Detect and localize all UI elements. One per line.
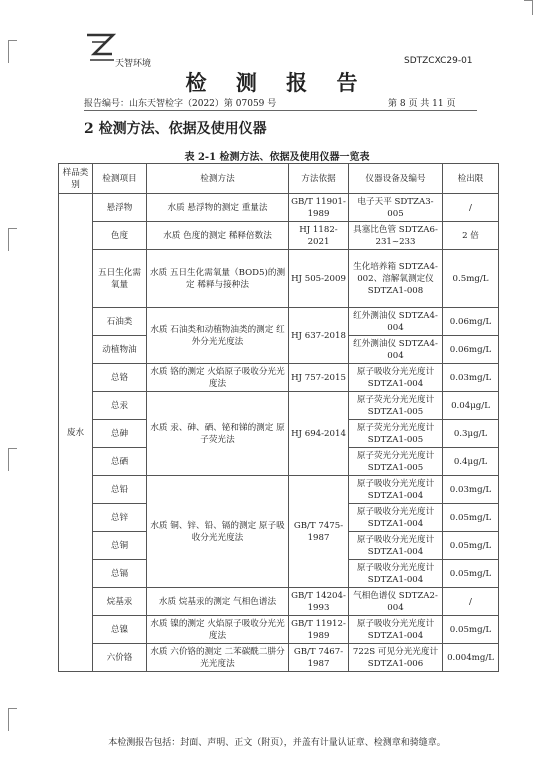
item-cell: 色度 xyxy=(93,222,147,250)
table-row xyxy=(59,588,499,616)
table-row xyxy=(59,364,499,392)
instrument-cell: 具塞比色管 SDTZA6-231~233 xyxy=(349,222,443,250)
binding-mark xyxy=(524,0,533,15)
limit-cell: 0.05mg/L xyxy=(443,560,499,588)
item-cell: 六价铬 xyxy=(93,644,147,672)
limit-cell: 2 倍 xyxy=(443,222,499,250)
table-row xyxy=(59,476,499,504)
instrument-cell: 生化培养箱 SDTZA4-002、溶解氧测定仪 SDTZA1-008 xyxy=(349,250,443,308)
instrument-cell: 原子荧光分光光度计 SDTZA1-005 xyxy=(349,392,443,420)
instrument-cell: 红外测油仪 SDTZA4-004 xyxy=(349,336,443,364)
method-cell: 水质 铬的测定 火焰原子吸收分光光度法 xyxy=(147,364,289,392)
header-rule xyxy=(84,110,477,111)
header-cell: 检测项目 xyxy=(93,164,147,194)
binding-mark xyxy=(8,40,17,63)
table-row xyxy=(59,222,499,250)
item-cell: 总铅 xyxy=(93,476,147,504)
report-title: 检 测 报 告 xyxy=(185,70,369,95)
item-cell: 五日生化需氧量 xyxy=(93,250,147,308)
table-header-row xyxy=(59,164,499,194)
method-cell: 水质 六价铬的测定 二苯碳酰二肼分光光度法 xyxy=(147,644,289,672)
item-cell: 总铬 xyxy=(93,364,147,392)
company-logo xyxy=(84,30,116,68)
item-cell: 总锌 xyxy=(93,504,147,532)
item-cell: 动植物油 xyxy=(93,336,147,364)
instrument-cell: 原子吸收分光光度计 SDTZA1-004 xyxy=(349,504,443,532)
table-caption: 表 2-1 检测方法、依据及使用仪器一览表 xyxy=(184,152,370,163)
limit-cell: 0.5mg/L xyxy=(443,250,499,308)
basis-cell: HJ 505-2009 xyxy=(289,250,349,308)
limit-cell: 0.004mg/L xyxy=(443,644,499,672)
binding-mark xyxy=(8,708,17,731)
basis-cell: GB/T 11912-1989 xyxy=(289,616,349,644)
brand-name: 天智环境 xyxy=(115,59,152,69)
footer-note: 本检测报告包括：封面、声明、正文（附页），并盖有计量认证章、检测章和骑缝章。 xyxy=(108,738,446,748)
instrument-cell: 722S 可见分光光度计 SDTZA1-006 xyxy=(349,644,443,672)
basis-cell: HJ 637-2018 xyxy=(289,308,349,364)
table-row xyxy=(59,250,499,308)
limit-cell: 0.05mg/L xyxy=(443,616,499,644)
method-cell: 水质 汞、砷、硒、铋和锑的测定 原子荧光法 xyxy=(147,392,289,476)
basis-cell: GB/T 7475-1987 xyxy=(289,476,349,588)
method-cell: 水质 镍的测定 火焰原子吸收分光光度法 xyxy=(147,616,289,644)
method-cell: 水质 色度的测定 稀释倍数法 xyxy=(147,222,289,250)
limit-cell: 0.3μg/L xyxy=(443,420,499,448)
instrument-cell: 原子荧光分光光度计 SDTZA1-005 xyxy=(349,448,443,476)
limit-cell: 0.06mg/L xyxy=(443,336,499,364)
limit-cell: 0.05mg/L xyxy=(443,532,499,560)
header-cell: 检出限 xyxy=(443,164,499,194)
header-cell: 检测方法 xyxy=(147,164,289,194)
section-heading: 2 检测方法、依据及使用仪器 xyxy=(84,121,267,137)
basis-cell: HJ 757-2015 xyxy=(289,364,349,392)
item-cell: 总汞 xyxy=(93,392,147,420)
basis-cell: GB/T 14204-1993 xyxy=(289,588,349,616)
method-cell: 水质 铜、锌、铅、镉的测定 原子吸收分光光度法 xyxy=(147,476,289,588)
limit-cell: 0.03mg/L xyxy=(443,476,499,504)
page-info: 第 8 页 共 11 页 xyxy=(388,99,456,109)
limit-cell: 0.4μg/L xyxy=(443,448,499,476)
binding-mark xyxy=(8,228,17,251)
instrument-cell: 电子天平 SDTZA3-005 xyxy=(349,194,443,222)
table-row xyxy=(59,194,499,222)
binding-mark xyxy=(8,448,17,471)
limit-cell: 0.04μg/L xyxy=(443,392,499,420)
instrument-cell: 气相色谱仪 SDTZA2-004 xyxy=(349,588,443,616)
item-cell: 烷基汞 xyxy=(93,588,147,616)
table-row xyxy=(59,308,499,336)
method-cell: 水质 五日生化需氧量（BOD5)的测定 稀释与接种法 xyxy=(147,250,289,308)
item-cell: 悬浮物 xyxy=(93,194,147,222)
limit-cell: 0.03mg/L xyxy=(443,364,499,392)
methods-table xyxy=(58,163,499,672)
item-cell: 总镉 xyxy=(93,560,147,588)
item-cell: 总铜 xyxy=(93,532,147,560)
table-row xyxy=(59,644,499,672)
instrument-cell: 原子吸收分光光度计 SDTZA1-004 xyxy=(349,532,443,560)
basis-cell: HJ 1182-2021 xyxy=(289,222,349,250)
item-cell: 石油类 xyxy=(93,308,147,336)
item-cell: 总硒 xyxy=(93,448,147,476)
item-cell: 总砷 xyxy=(93,420,147,448)
limit-cell: / xyxy=(443,194,499,222)
instrument-cell: 原子吸收分光光度计 SDTZA1-004 xyxy=(349,364,443,392)
instrument-cell: 原子吸收分光光度计 SDTZA1-004 xyxy=(349,476,443,504)
header-cell: 样品类别 xyxy=(59,164,93,194)
table-row xyxy=(59,616,499,644)
header-cell: 仪器设备及编号 xyxy=(349,164,443,194)
basis-cell: GB/T 7467-1987 xyxy=(289,644,349,672)
report-number: 报告编号：山东天智检字（2022）第 07059 号 xyxy=(84,99,277,109)
limit-cell: 0.05mg/L xyxy=(443,504,499,532)
instrument-cell: 原子吸收分光光度计 SDTZA1-004 xyxy=(349,560,443,588)
method-cell: 水质 石油类和动植物油类的测定 红外分光光度法 xyxy=(147,308,289,364)
item-cell: 总镍 xyxy=(93,616,147,644)
instrument-cell: 原子吸收分光光度计 SDTZA1-004 xyxy=(349,616,443,644)
category-cell: 废水 xyxy=(59,194,93,672)
header-cell: 方法依据 xyxy=(289,164,349,194)
table-row xyxy=(59,392,499,420)
basis-cell: GB/T 11901-1989 xyxy=(289,194,349,222)
basis-cell: HJ 694-2014 xyxy=(289,392,349,476)
limit-cell: 0.06mg/L xyxy=(443,308,499,336)
document-code: SDTZCXC29-01 xyxy=(404,56,473,66)
instrument-cell: 红外测油仪 SDTZA4-004 xyxy=(349,308,443,336)
instrument-cell: 原子荧光分光光度计 SDTZA1-005 xyxy=(349,420,443,448)
method-cell: 水质 烷基汞的测定 气相色谱法 xyxy=(147,588,289,616)
method-cell: 水质 悬浮物的测定 重量法 xyxy=(147,194,289,222)
limit-cell: / xyxy=(443,588,499,616)
